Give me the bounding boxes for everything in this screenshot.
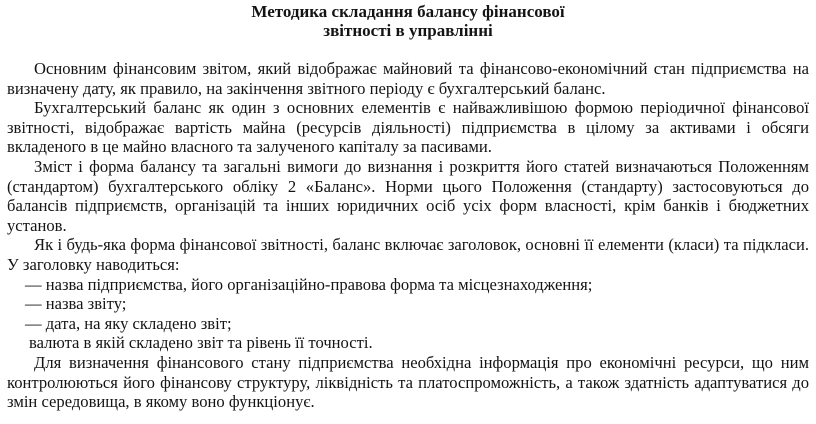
header-contents-list [7, 275, 809, 353]
title-spacer [7, 40, 809, 59]
document-title [7, 2, 809, 40]
list-item: — дата, на яку складено звіт; [25, 313, 232, 333]
list-item: — назва підприємства, його організаційно-правова форма та місцезнаходження; [25, 274, 593, 294]
list-item: — назва звіту; [25, 294, 127, 314]
paragraph-financial-state: Для визначення фінансового стану підприємства необхідна інформація про економічні ресурси, що ним контролюються його фінансову структуру, ліквідність та платоспроможність, а також здатність адаптуватися до змін середовища, в якому воно функціонує. [7, 352, 809, 412]
document-body [7, 59, 809, 412]
list-item: валюта в якій складено звіт та рівень її точності. [29, 333, 373, 353]
paragraph-balance-definition: Основним фінансовим звітом, який відображає майновий та фінансово-економічний стан підприємства на визначену дату, як правило, на закінчення звітного періоду є бухгалтерський баланс. [7, 59, 809, 98]
title-line-1: Методика складання балансу фінансової [251, 2, 565, 21]
paragraph-balance-standard: Зміст і форма балансу та загальні вимоги до визнання і розкриття його статей визначаються Положенням (стандартом) бухгалтерського обліку 2 «Баланс». Норми цього Положення (стандарту) застосовуються до балансів підприємств, організацій та інших юридичних осіб усіх форм власності, крім банків і бюджетних установ. [7, 156, 809, 235]
title-line-2: звітності в управлінні [323, 21, 493, 40]
paragraph-balance-header: Як і будь-яка форма фінансової звітності, баланс включає заголовок, основні її елементи (класи) та підкласи. У заголовку наводиться: [7, 235, 809, 274]
paragraph-balance-role: Бухгалтерський баланс як один з основних елементів є найважливішою формою періодичної фінансової звітності, відображає вартість майна (ресурсів діяльності) підприємства в цілому за активами і обсяги вкладеного в це майно власного та залученого капіталу за пасивами. [7, 98, 809, 157]
